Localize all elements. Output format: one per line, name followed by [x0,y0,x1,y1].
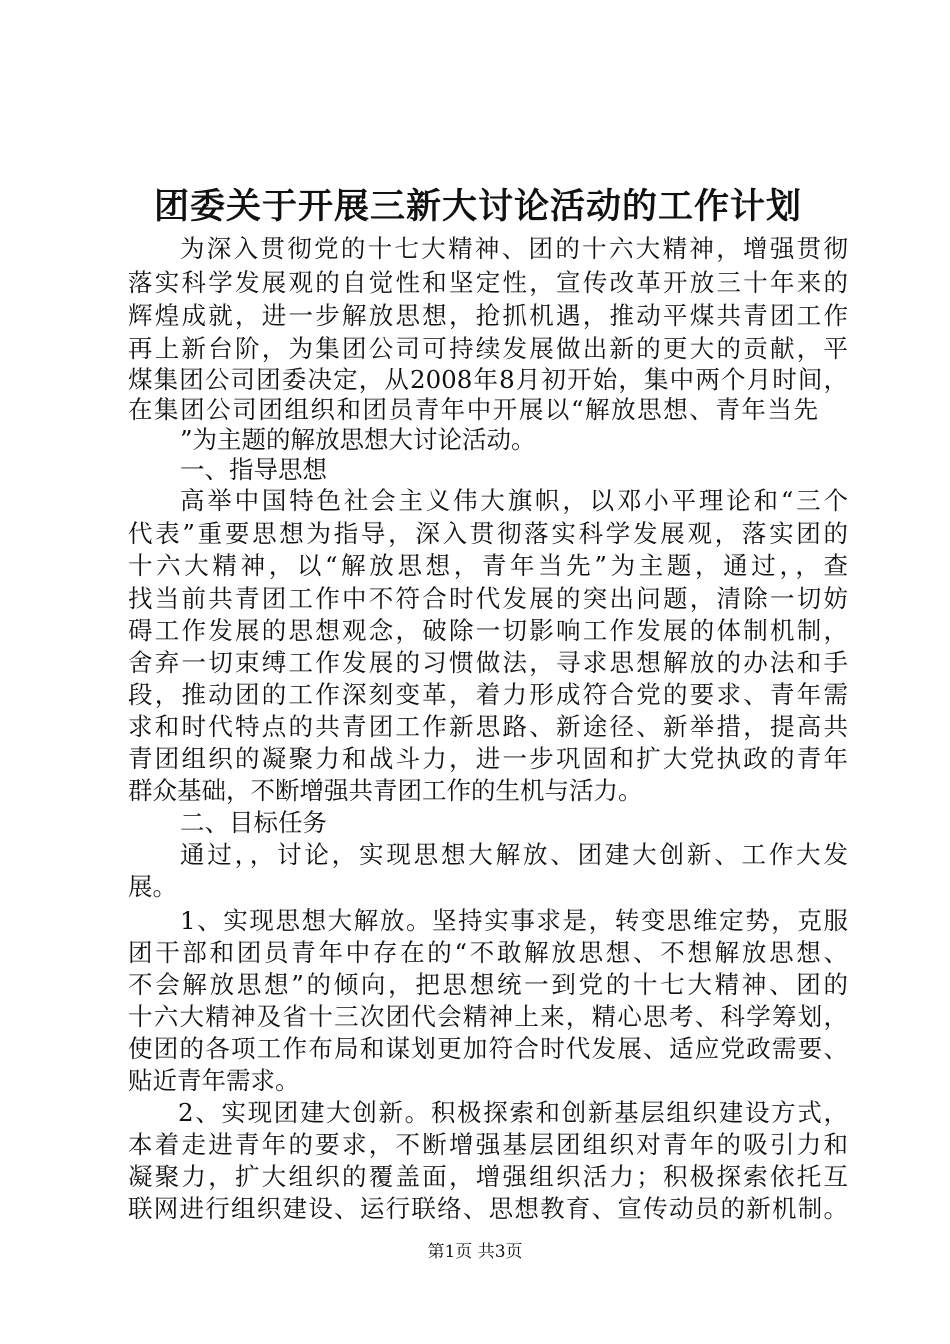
body-line: 代表”重要思想为指导，深入贯彻落实科学发展观，落实团的 [128,519,848,548]
body-line: 十六大精神及省十三次团代会精神上来，精心思考、科学筹划， [128,1002,848,1031]
body-line: 煤集团公司团委决定，从2008年8月初开始，集中两个月时间， [128,365,848,394]
body-line: 群众基础，不断增强共青团工作的生机与活力。 [128,776,643,805]
document-title: 团委关于开展三新大讨论活动的工作计划 [153,186,802,227]
body-line: 找当前共青团工作中不符合时代发展的突出问题，清除一切妨 [128,584,848,613]
body-line: 十六大精神，以“解放思想，青年当先”为主题，通过，，查 [128,551,848,580]
body-line: 高举中国特色社会主义伟大旗帜，以邓小平理论和“三个 [180,486,848,515]
section-heading: 一、指导思想 [180,455,327,484]
section-heading: 二、目标任务 [180,808,327,837]
body-line: 再上新台阶，为集团公司可持续发展做出新的更大的贡献，平 [128,334,848,363]
body-line: 凝聚力，扩大组织的覆盖面，增强组织活力；积极探索依托互 [128,1162,848,1191]
body-line: 为深入贯彻党的十七大精神、团的十六大精神，增强贯彻 [180,234,848,263]
body-line: 求和时代特点的共青团工作新思路、新途径、新举措，提高共 [128,712,848,741]
body-line: 在集团公司团组织和团员青年中开展以“解放思想、青年当先 [128,395,818,424]
body-line: 本着走进青年的要求，不断增强基层团组织对青年的吸引力和 [128,1130,848,1159]
body-line: 团干部和团员青年中存在的“不敢解放思想、不想解放思想、 [128,938,848,967]
body-line: 1、实现思想大解放。坚持实事求是，转变思维定势，克服 [180,906,848,935]
body-line: 辉煌成就，进一步解放思想，抢抓机遇，推动平煤共青团工作 [128,301,848,330]
body-line: 使团的各项工作布局和谋划更加符合时代发展、适应党政需要、 [128,1034,848,1063]
body-line: 不会解放思想”的倾向，把思想统一到党的十七大精神、团的 [128,970,848,999]
body-line: 段，推动团的工作深刻变革，着力形成符合党的要求、青年需 [128,680,848,709]
body-line: 青团组织的凝聚力和战斗力，进一步巩固和扩大党执政的青年 [128,744,848,773]
body-line: ”为主题的解放思想大讨论活动。 [180,425,536,454]
page-footer: 第1页 共3页 [427,1242,523,1262]
body-line: 展。 [128,872,177,901]
body-line: 贴近青年需求。 [128,1066,300,1095]
body-line: 落实科学发展观的自觉性和坚定性，宣传改革开放三十年来的 [128,268,848,297]
body-line: 舍弃一切束缚工作发展的习惯做法，寻求思想解放的办法和手 [128,648,848,677]
body-line: 2、实现团建大创新。积极探索和创新基层组织建设方式， [178,1098,848,1127]
body-line: 碍工作发展的思想观念，破除一切影响工作发展的体制机制， [128,616,848,645]
body-line: 联网进行组织建设、运行联络、思想教育、宣传动员的新机制。 [128,1194,848,1223]
body-line: 通过，，讨论，实现思想大解放、团建大创新、工作大发 [180,840,848,869]
